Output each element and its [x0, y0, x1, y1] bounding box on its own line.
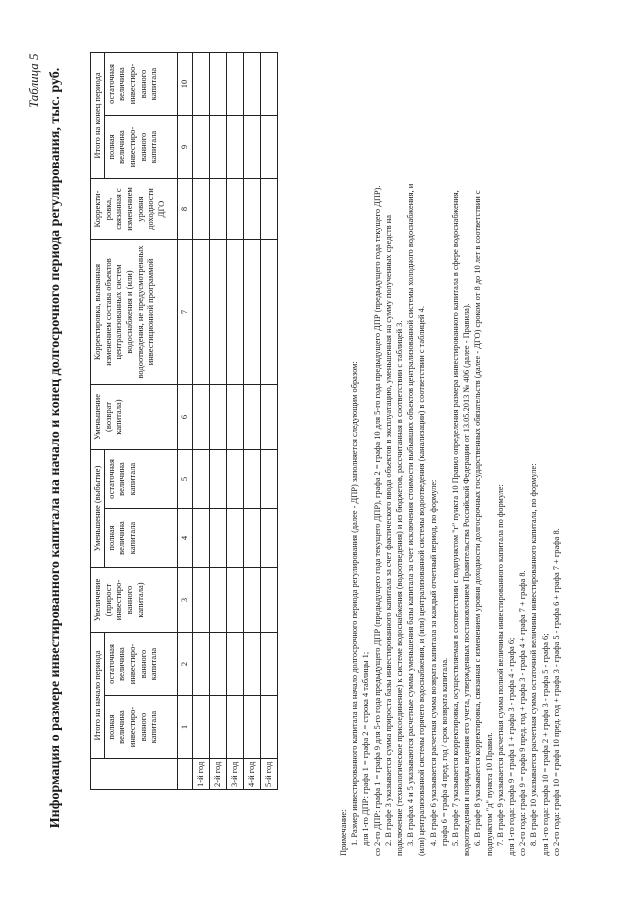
col-decrease-full: полная величина капитала [104, 509, 177, 568]
row-label: 3-й год [226, 759, 243, 790]
table-row [209, 53, 226, 790]
col-num: 4 [177, 509, 192, 568]
col-increase: Увеличение (прирост инвестиро-ванного капитала) [91, 568, 178, 633]
blank-corner [91, 759, 178, 790]
note-line: для 1-го года: графа 10 = графа 2 + графа 3 - графа 5 - графа 6; [540, 633, 550, 856]
row-label: 4-й год [243, 759, 260, 790]
note-line: 7. В графе 9 указывается расчетная сумма полной величины инвестированного капитала по формуле: [495, 484, 505, 846]
note-line: 5. В графе 7 указывается корректировка, осуществляемая в соответствии с подпунктом "г" пункта 10 Правил определения размера инвестированного капитала в сфере водоснабжения, [451, 190, 461, 846]
note-line: для 1-го года: графа 9 = графа 1 + графа 3 - графа 4 - графа 6; [507, 637, 517, 856]
note-line: 6. В графе 8 указывается корректировка, связанная с изменением уровня доходности долгосрочных государственных обязательств (далее - ДГО) сроком от 8 до 10 лет в соответствии с [473, 190, 483, 846]
col-start-full: полная величина инвестиро-ванного капитала [104, 696, 177, 759]
note-line: водоотведения и порядка ведения его учета, утвержденных постановлением Правительства Российской Федерации от 13.05.2013 № 406 (далее - Правила). [462, 303, 472, 856]
notes-section [338, 26, 562, 856]
col-group-end: Итого на конец периода [91, 53, 105, 179]
table-number: Таблица 5 [26, 53, 41, 108]
col-num: 7 [177, 240, 192, 385]
table-row [226, 53, 243, 790]
col-group-start: Итого на начало периода [91, 633, 105, 759]
col-end-full: полная величина инвестиро-ванного капитала [104, 116, 177, 179]
col-num: 5 [177, 450, 192, 509]
row-label: 2-й год [209, 759, 226, 790]
col-adjust-7: Корректировка, вызванная изменением состава объектов централизованных систем водоснабжения и (или) водоотведения, не предусмотренных инвестиционной программой [91, 240, 178, 385]
note-line: подпунктом "д" пункта 10 Правил. [484, 732, 494, 856]
note-line: 4. В графе 6 указывается расчетная сумма возврата капитала за каждый отчетный период, по формуле: [428, 479, 438, 846]
note-line: (или) централизованной системы горячего водоснабжения, и (или) централизованной системы водоотведения (канализации) в соответствии с таблицей 4. [417, 306, 427, 856]
col-num: 1 [177, 696, 192, 759]
col-num: 8 [177, 179, 192, 240]
capital-table [90, 52, 278, 790]
note-line: подключение (технологическое присоединение) к системе водоснабжения (водоотведения) и из бюджетов, рассчитанная в соответствии с таблицей 3. [395, 320, 405, 856]
col-num: 6 [177, 385, 192, 450]
col-num: 9 [177, 116, 192, 179]
note-line: со 2-го года: графа 10 = графа 10 пред. год + графа 3 - графа 5 - графа 6 + графа 7 + графа 8. [551, 528, 561, 856]
col-decrease-residual: остаточная величина капитала [104, 450, 177, 509]
col-reduction: Уменьшение (возврат капитала) [91, 385, 178, 450]
note-line: со 2-го года: графа 9 = графа 9 пред. год + графа 3 - графа 4 + графа 7 + графа 8. [518, 570, 528, 856]
col-end-residual: остаточная величина инвестиро-ванного капитала [104, 53, 177, 116]
row-label: 1-й год [192, 759, 209, 790]
notes-heading: Примечание: [339, 809, 348, 856]
page-title: Информация о размере инвестированного капитала на начало и конец долгосрочного периода регулирования, тыс. руб. [48, 67, 63, 829]
col-group-decrease: Уменьшение (выбытие) [91, 450, 105, 568]
note-line: 3. В графах 4 и 5 указываются расчетные суммы уменьшения базы капитала за счет исключения стоимости выбывших объектов централизованной системы холодного водоснабжения, и [406, 183, 416, 846]
note-line: графа 6 = графа 4 пред. год / срок возврата капитала. [439, 657, 449, 846]
col-adjust-8: Корректи-ровка, связанная с изменением уровня доходности ДГО [91, 179, 178, 240]
col-num: 2 [177, 633, 192, 696]
row-label: 5-й год [260, 759, 277, 790]
note-line: со 2-го ДПР: графа 1 = графа 9 для 5-го года предыдущего ДПР (предыдущего года текущего ДПР), графа 2 = графа 10 для 5-го года предыдущего ДПР (предыдущего года текущего ДПР). [372, 185, 382, 856]
note-line: для 1-го ДПР: графа 1 = графа 2 = строка 4 таблицы 1; [361, 651, 371, 846]
column-number-row [177, 53, 192, 790]
note-line: 2. В графе 3 указывается сумма прироста базы инвестированного капитала за счет фактического ввода объектов в эксплуатацию, уменьшенная на сумму полученных средств на [383, 215, 393, 846]
note-line: 1. Размер инвестированного капитала на начало долгосрочного периода регулирования (далее - ДПР) заполняется следующим образом: [350, 361, 360, 846]
col-start-residual: остаточная величина инвестиро-ванного капитала [104, 633, 177, 696]
cell-blank [177, 759, 192, 790]
table-row [260, 53, 277, 790]
table-row [243, 53, 260, 790]
col-num: 3 [177, 568, 192, 633]
col-num: 10 [177, 53, 192, 116]
note-line: 8. В графе 10 указывается расчетная сумма остаточной величины инвестированного капитала, по формуле: [529, 463, 539, 846]
rotated-page [20, 18, 620, 878]
table-row [192, 53, 209, 790]
header-row-1 [91, 53, 105, 790]
